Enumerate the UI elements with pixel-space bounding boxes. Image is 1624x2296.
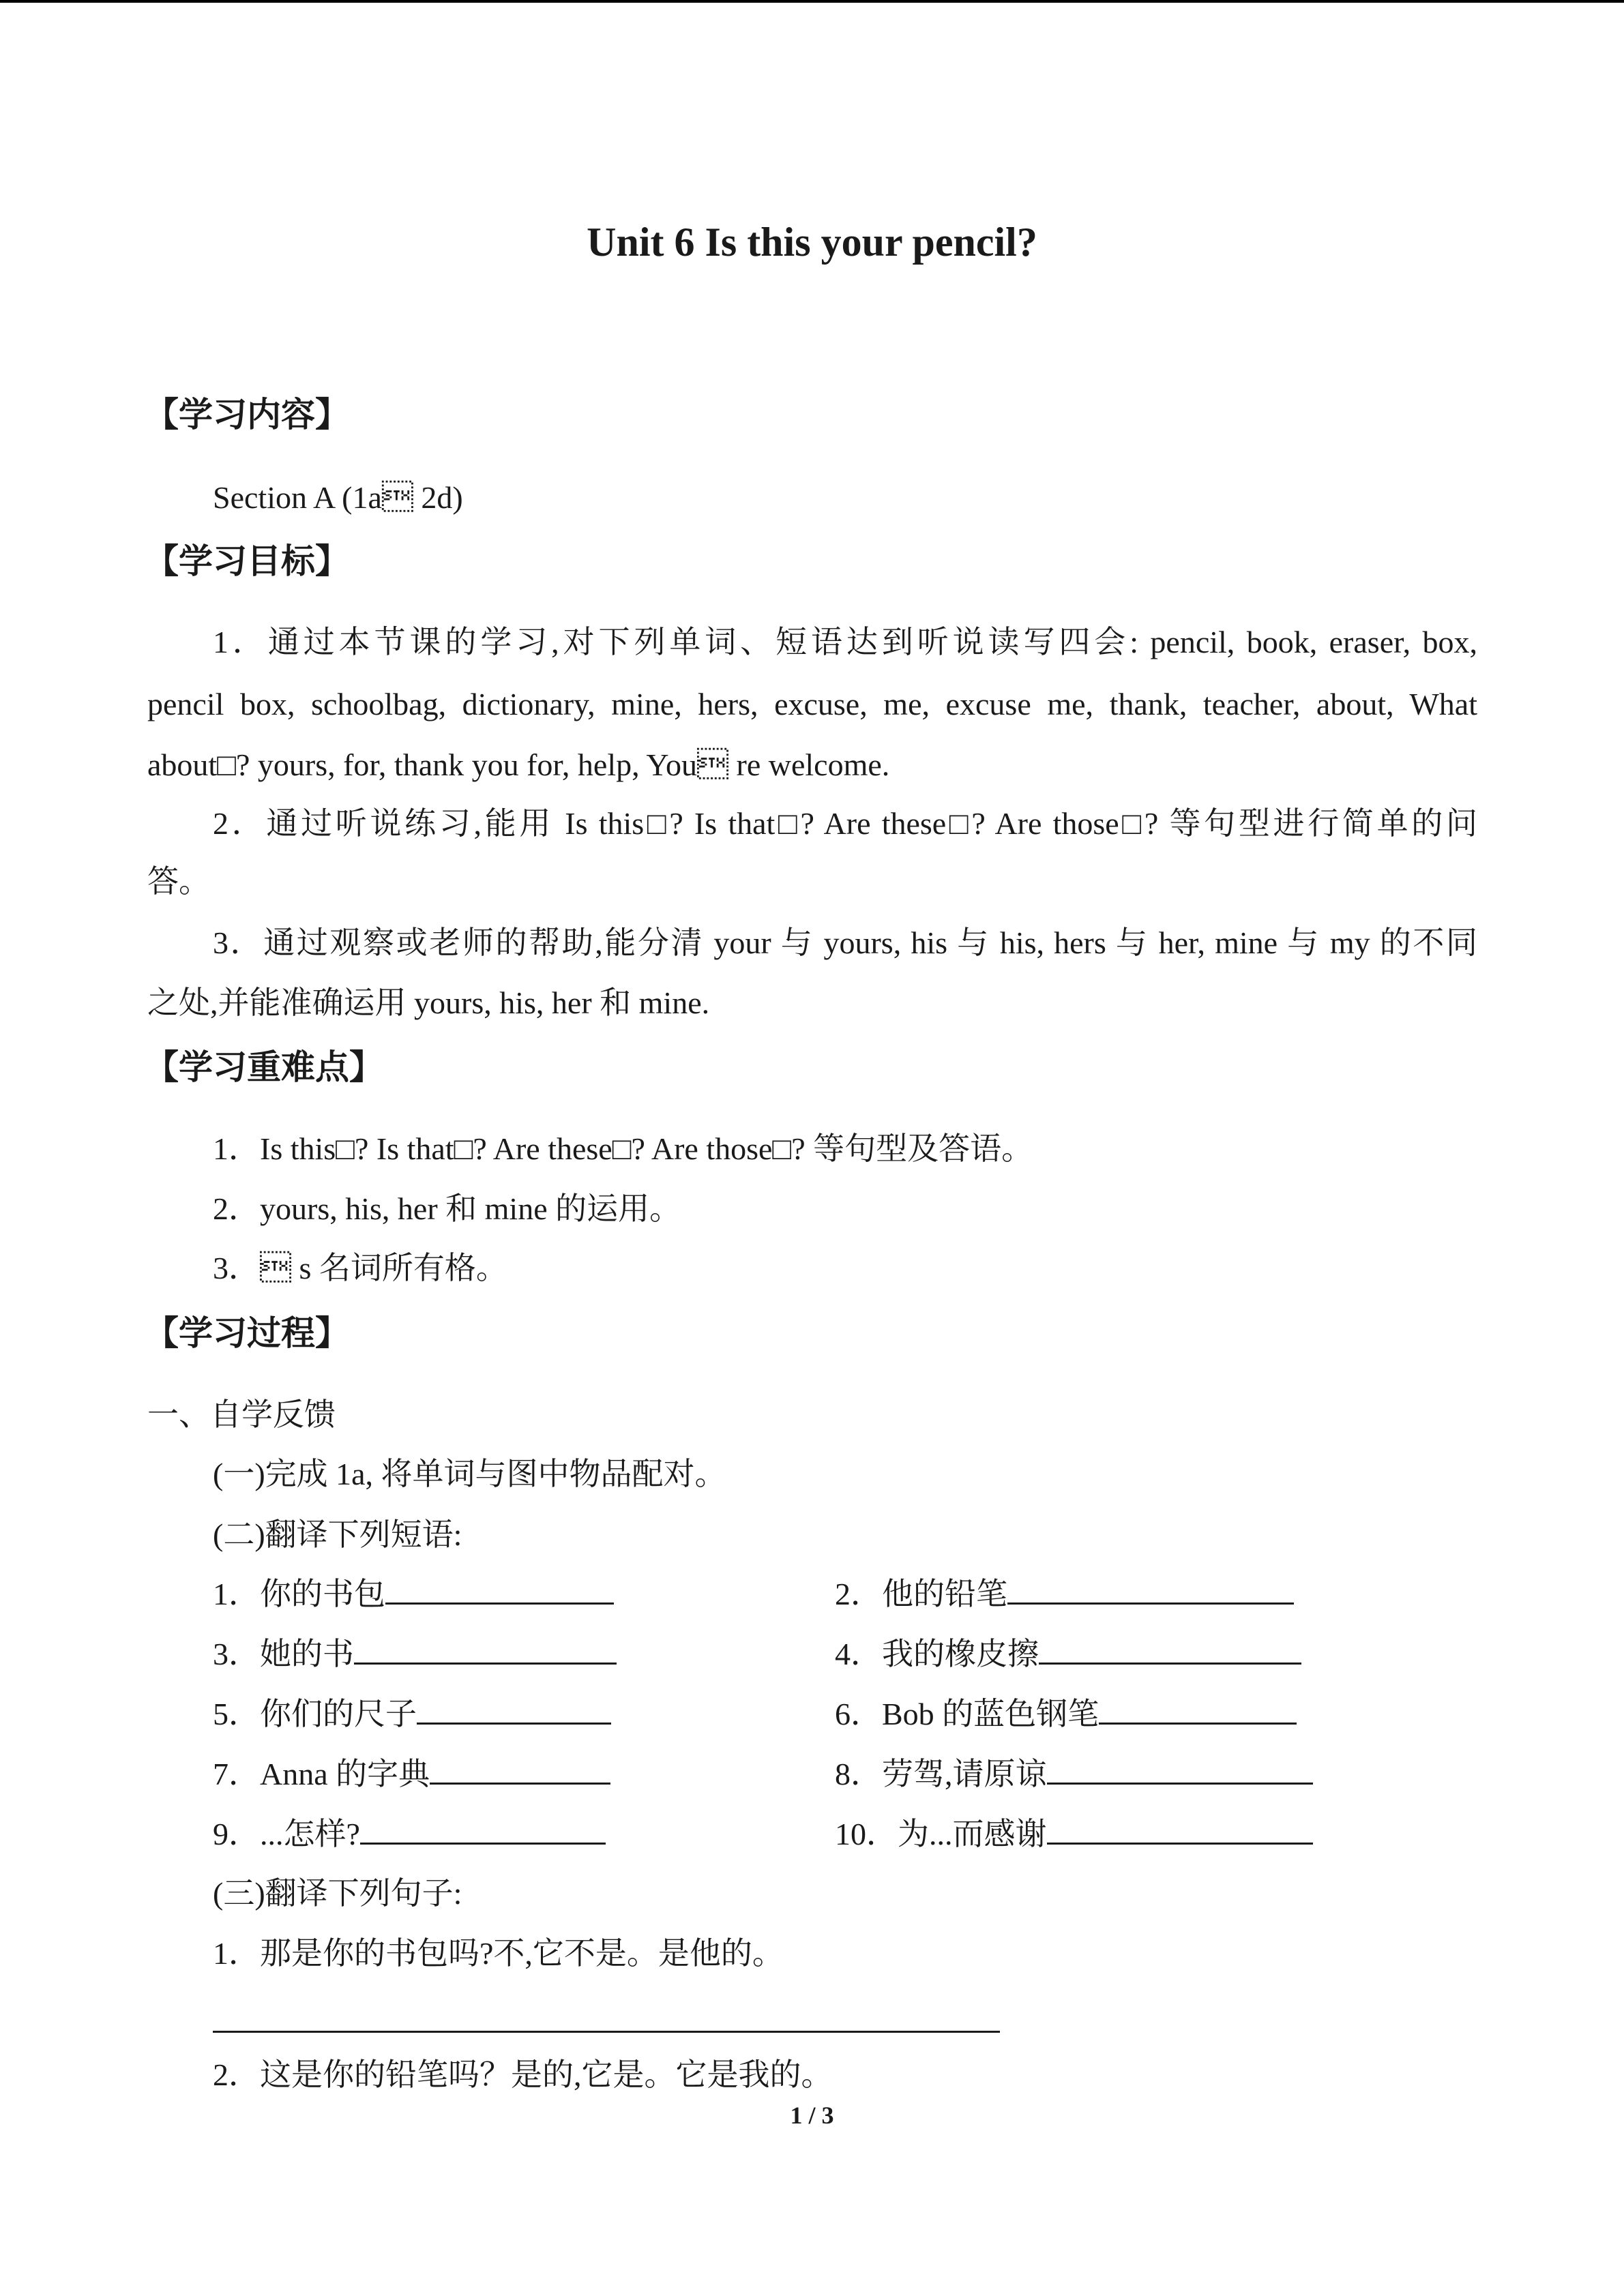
answer-blank[interactable]: [1007, 1572, 1294, 1605]
phrase-item: 3．她的书: [213, 1630, 617, 1678]
answer-blank[interactable]: [1047, 1813, 1313, 1845]
phrase-item: 6．Bob 的蓝色钢笔: [835, 1690, 1297, 1738]
subsection-2: (二)翻译下列短语:: [213, 1517, 462, 1552]
subsection-1: (一)完成 1a, 将单词与图中物品配对。: [213, 1457, 726, 1491]
answer-blank[interactable]: [385, 1572, 614, 1605]
phrase-item: 4．我的橡皮擦: [835, 1630, 1301, 1678]
goal-1-line-3: about□? yours, for, thank you for, help, You re welcome.: [147, 747, 890, 782]
goal-1-line-1: 1．通过本节课的学习,对下列单词、短语达到听说读写四会: pencil, book, eraser, box,: [213, 625, 1477, 659]
phrase-item: 1．你的书包: [213, 1570, 614, 1618]
answer-blank[interactable]: [1099, 1693, 1297, 1725]
heading-key-points: 【学习重难点】: [145, 1047, 383, 1087]
heading-process: 【学习过程】: [145, 1313, 349, 1353]
subsection-3: (三)翻译下列句子:: [213, 1876, 462, 1911]
content-text: Section A (1a 2d): [213, 480, 463, 515]
part-1-title: 一、自学反馈: [147, 1397, 336, 1432]
heading-goals: 【学习目标】: [145, 541, 349, 581]
answer-blank[interactable]: [360, 1813, 606, 1845]
key-point-3: 3． s 名词所有格。: [213, 1251, 507, 1285]
goal-3-line-2: 之处,并能准确运用 yours, his, her 和 mine.: [147, 985, 710, 1020]
page-number: 1 / 3: [790, 2102, 834, 2129]
phrase-item: 7．Anna 的字典: [213, 1750, 610, 1798]
heading-content: 【学习内容】: [145, 395, 349, 434]
key-point-2: 2．yours, his, her 和 mine 的运用。: [213, 1191, 681, 1226]
answer-blank[interactable]: [1047, 1753, 1313, 1785]
key-point-1: 1．Is this□? Is that□? Are these□? Are those□? 等句型及答语。: [213, 1131, 1033, 1166]
phrase-item: 2．他的铅笔: [835, 1570, 1294, 1618]
goal-2-line-2: 答。: [147, 864, 210, 899]
goal-1-line-2: pencil box, schoolbag, dictionary, mine, hers, excuse, me, excuse me, thank, teacher, about, What: [147, 687, 1477, 721]
phrase-item: 5．你们的尺子: [213, 1690, 611, 1738]
sentence-1: 1．那是你的书包吗?不,它不是。是他的。: [213, 1936, 784, 1971]
sentence-2: 2．这是你的铅笔吗？是的,它是。它是我的。: [213, 2057, 833, 2092]
page-title: Unit 6 Is this your pencil?: [587, 220, 1037, 265]
answer-blank[interactable]: [354, 1632, 617, 1665]
answer-blank[interactable]: [430, 1753, 610, 1785]
answer-blank[interactable]: [1039, 1632, 1301, 1665]
answer-blank[interactable]: [417, 1693, 611, 1725]
goal-2-line-1: 2．通过听说练习,能用 Is this□? Is that□? Are these□? Are those□? 等句型进行简单的问: [213, 806, 1477, 841]
answer-line[interactable]: [213, 2031, 1000, 2033]
phrase-item: 9．...怎样?: [213, 1810, 606, 1858]
page-top-border: [0, 0, 1624, 3]
phrase-item: 8．劳驾,请原谅: [835, 1750, 1313, 1798]
phrase-item: 10．为...而感谢: [835, 1810, 1313, 1858]
goal-3-line-1: 3．通过观察或老师的帮助,能分清 your 与 yours, his 与 his, hers 与 her, mine 与 my 的不同: [213, 925, 1477, 960]
